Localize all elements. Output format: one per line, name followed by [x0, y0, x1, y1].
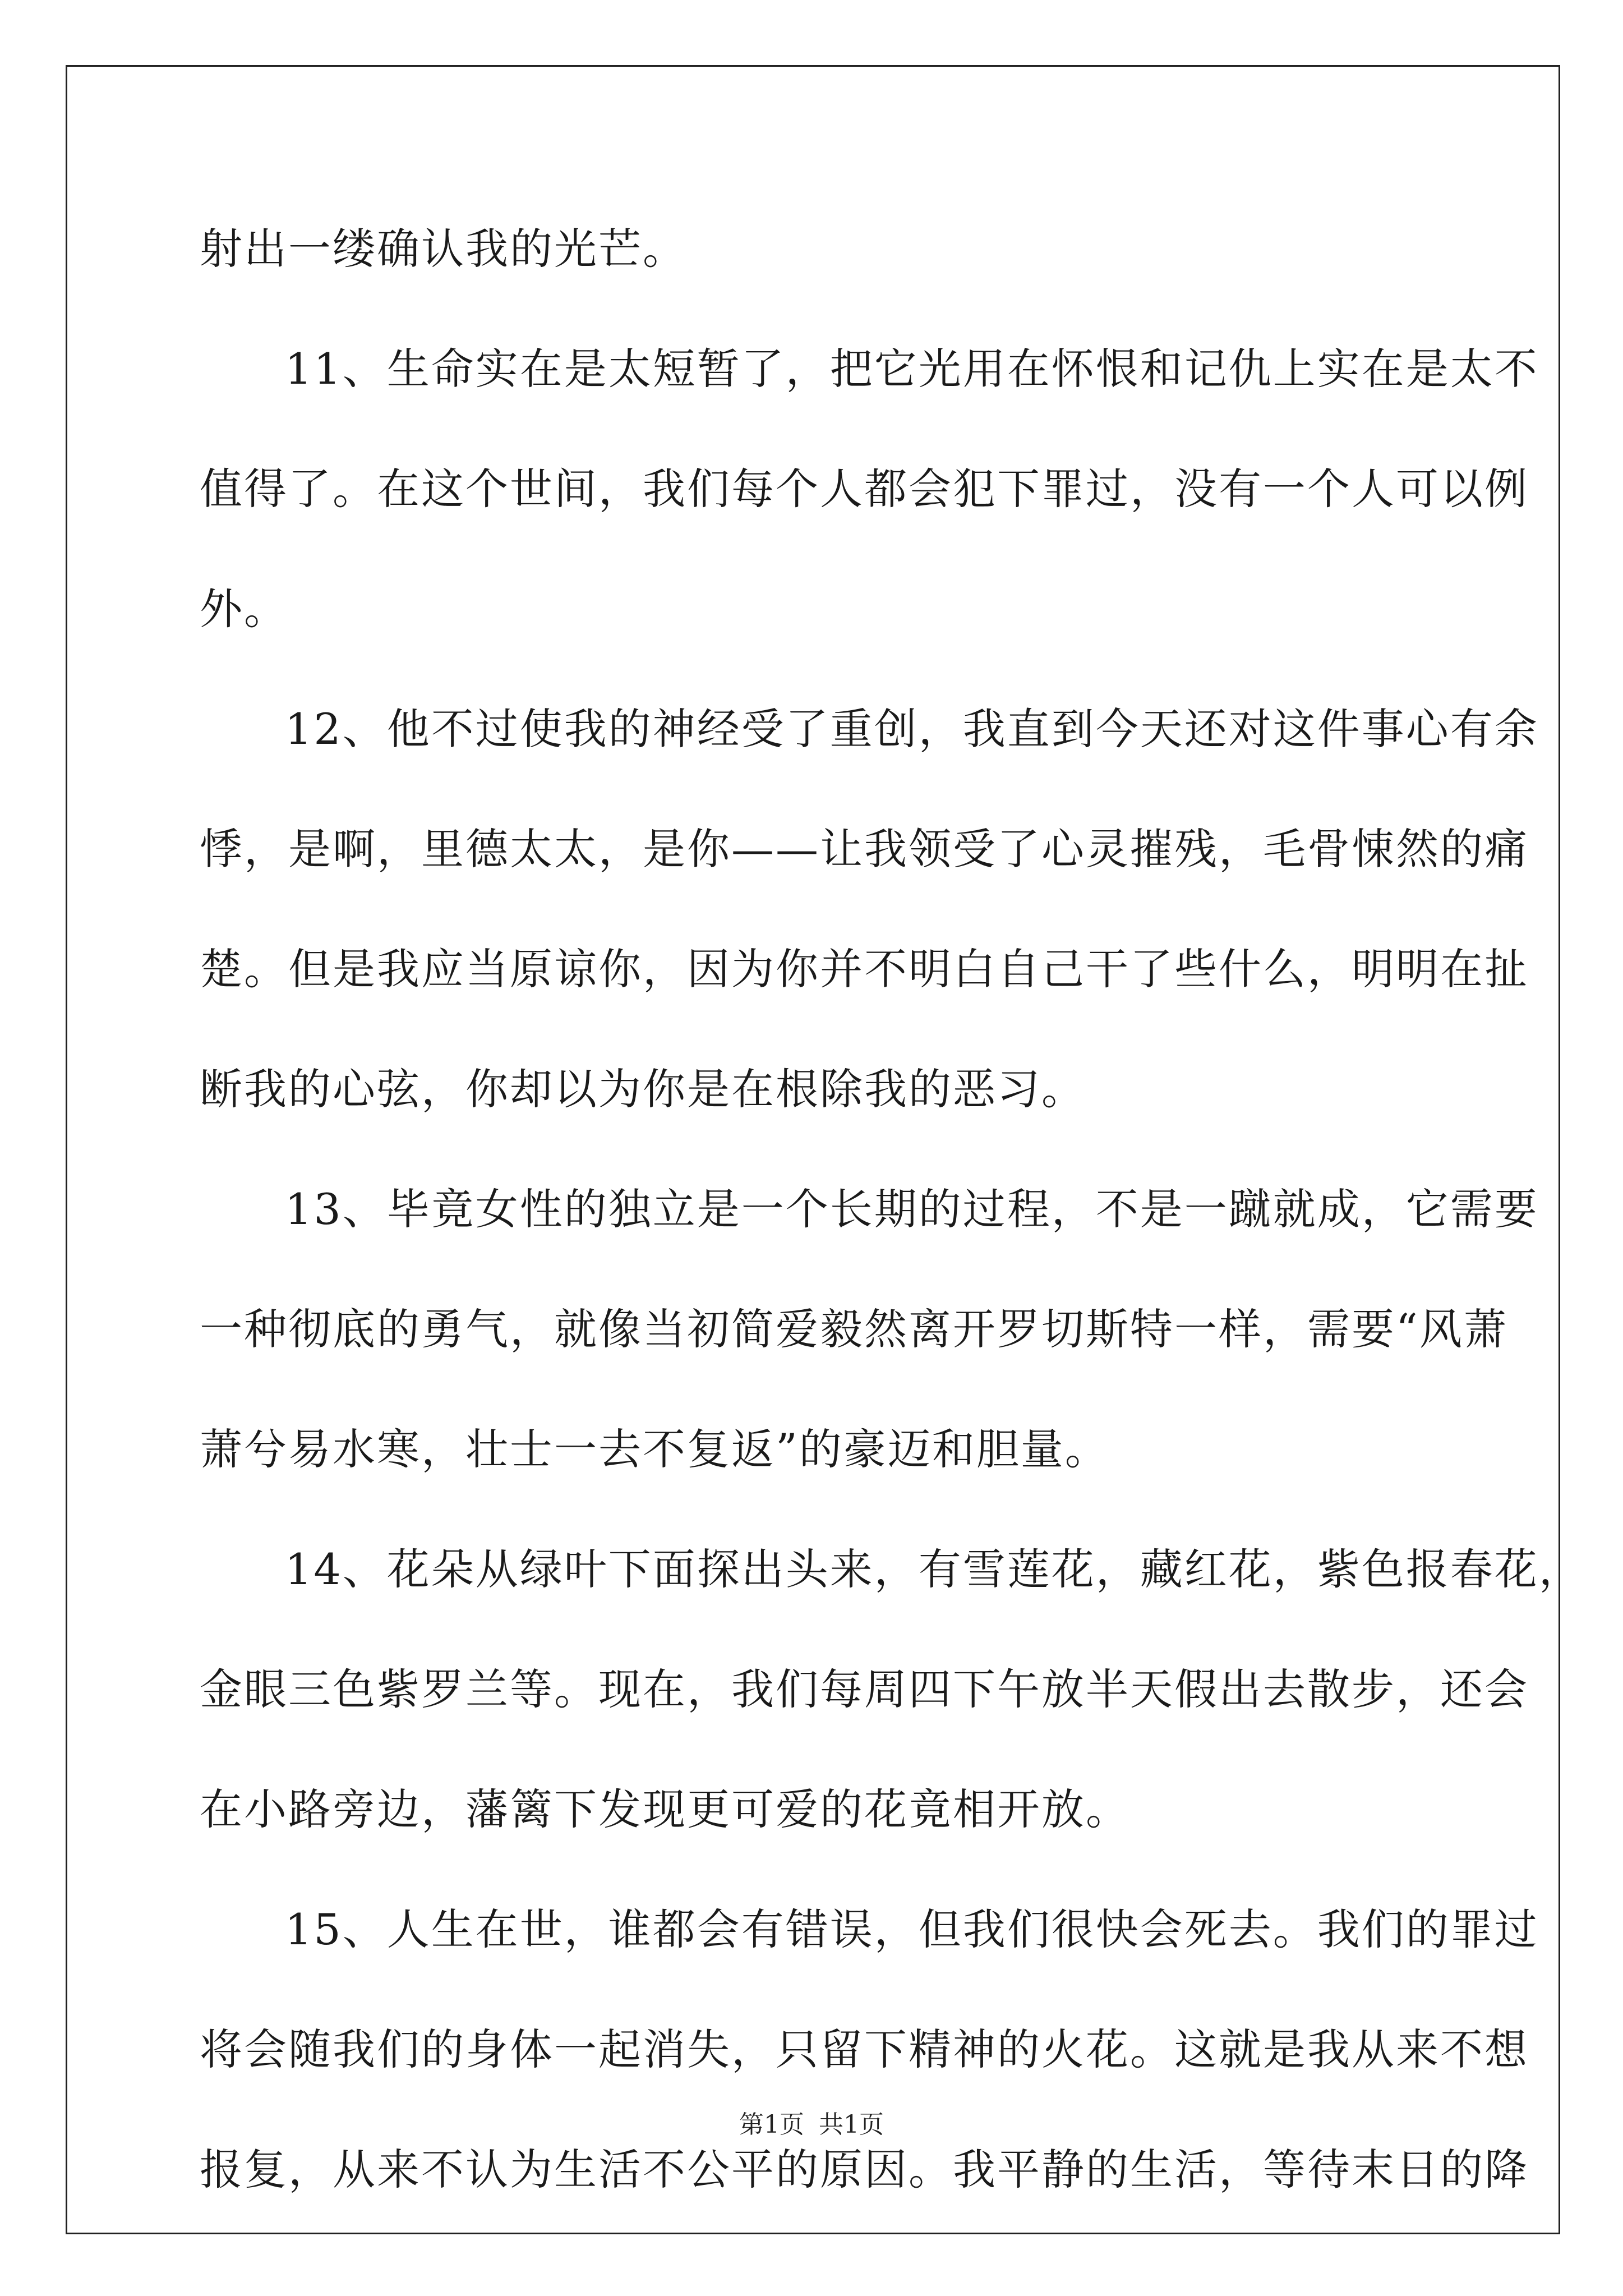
text-line: 外。	[200, 584, 288, 634]
text-line: 断我的心弦，你却以为你是在根除我的恶习。	[200, 1064, 1086, 1114]
text-line: 将会随我们的身体一起消失，只留下精神的火花。这就是我从来不想	[200, 2024, 1529, 2074]
text-line: 一种彻底的勇气，就像当初简爱毅然离开罗切斯特一样，需要“风萧	[200, 1304, 1508, 1354]
text-line: 15、人生在世，谁都会有错误，但我们很快会死去。我们的罪过	[285, 1904, 1539, 1954]
text-line: 报复，从来不认为生活不公平的原因。我平静的生活，等待末日的降	[200, 2145, 1529, 2194]
text-line: 11、生命实在是太短暂了，把它光用在怀恨和记仇上实在是太不	[285, 344, 1539, 394]
page-footer	[0, 2108, 1623, 2142]
text-line: 楚。但是我应当原谅你，因为你并不明白自己干了些什么，明明在扯	[200, 944, 1529, 994]
text-line: 14、花朵从绿叶下面探出头来，有雪莲花，藏红花，紫色报春花，	[285, 1544, 1583, 1594]
text-line: 值得了。在这个世间，我们每个人都会犯下罪过，没有一个人可以例	[200, 464, 1529, 514]
text-line: 射出一缕确认我的光芒。	[200, 224, 687, 274]
text-line: 在小路旁边，藩篱下发现更可爱的花竟相开放。	[200, 1784, 1130, 1834]
text-line: 萧兮易水寒，壮士一去不复返”的豪迈和胆量。	[200, 1424, 1109, 1474]
page-number: 第1页	[739, 2110, 804, 2139]
text-line: 13、毕竟女性的独立是一个长期的过程，不是一蹴就成，它需要	[285, 1184, 1539, 1234]
text-line: 悸，是啊，里德太太，是你——让我领受了心灵摧残，毛骨悚然的痛	[200, 824, 1529, 874]
text-line: 金眼三色紫罗兰等。现在，我们每周四下午放半天假出去散步，还会	[200, 1664, 1529, 1714]
page-total: 共1页	[819, 2110, 884, 2139]
text-line: 12、他不过使我的神经受了重创，我直到今天还对这件事心有余	[285, 704, 1539, 754]
document-body	[200, 189, 1583, 2230]
